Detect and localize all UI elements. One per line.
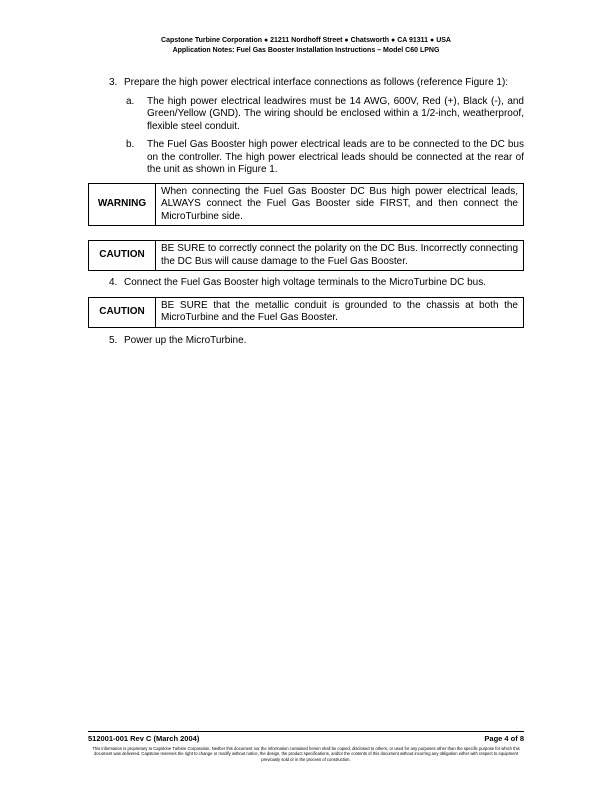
step-3 <box>88 77 524 90</box>
page-header <box>0 36 612 55</box>
warning-text: When connecting the Fuel Gas Booster DC Bus high power electrical leads, ALWAYS connect the Fuel Gas Booster side FIRST, and then connect the MicroTurbine side. <box>156 183 524 226</box>
footer-doc-id: 512001-001 Rev C (March 2004) <box>88 734 200 743</box>
step-number: 3. <box>109 77 118 88</box>
step-number: 4. <box>109 277 118 288</box>
substep-letter: b. <box>126 139 135 150</box>
footer-page-number: Page 4 of 8 <box>484 734 524 743</box>
caution-text: BE SURE to correctly connect the polarity on the DC Bus. Incorrectly connecting the DC Bus will cause damage to the Fuel Gas Booster. <box>156 241 524 271</box>
step-4 <box>88 277 524 290</box>
caution-box-polarity <box>88 240 524 271</box>
caution-text: BE SURE that the metallic conduit is grounded to the chassis at both the MicroTurbine and the Fuel Gas Booster. <box>156 297 524 327</box>
step-number: 5. <box>109 334 118 346</box>
substep-text: The high power electrical leadwires must be 14 AWG, 600V, Red (+), Black (-), and Green/Yellow (GND). The wiring should be enclosed within a 1/2-inch, weatherproof, flexible steel conduit. <box>147 95 524 132</box>
substep-b <box>88 139 524 177</box>
step-5 <box>88 335 524 348</box>
warning-box <box>88 183 524 227</box>
step-text: Connect the Fuel Gas Booster high voltage terminals to the MicroTurbine DC bus. <box>124 277 487 288</box>
substep-a <box>88 96 524 134</box>
header-address: Capstone Turbine Corporation ● 21211 Nordhoff Street ● Chatsworth ● CA 91311 ● USA <box>161 37 451 44</box>
substep-text: The Fuel Gas Booster high power electrical leads are to be connected to the DC bus on the controller. The high power electrical leads should be connected at the rear of the unit as shown in Figure 1. <box>147 139 524 175</box>
footer-disclaimer: This information is proprietary to Capstone Turbine Corporation. Neither this document nor the information contained herein shall be copied, disclosed to others, or used for any purposes other than the specific purpose for which this document was delivered. Capstone reserves the right to change or modify without notice, the design, the product specifications, and/or the contents of this document without incurring any obligation either with respect to equipment previously sold or in the process of construction. <box>92 746 520 762</box>
step-text: Power up the MicroTurbine. <box>124 334 247 346</box>
caution-label: CAUTION <box>89 297 156 327</box>
step-text: Prepare the high power electrical interface connections as follows (reference Figure 1): <box>124 77 509 88</box>
footer-divider <box>88 731 524 732</box>
header-doc-title: Application Notes: Fuel Gas Booster Installation Instructions – Model C60 LPNG <box>172 46 440 54</box>
caution-box-conduit <box>88 297 524 328</box>
caution-label: CAUTION <box>89 241 156 271</box>
warning-label: WARNING <box>89 183 156 226</box>
substep-letter: a. <box>126 95 135 107</box>
page-content <box>88 77 524 347</box>
